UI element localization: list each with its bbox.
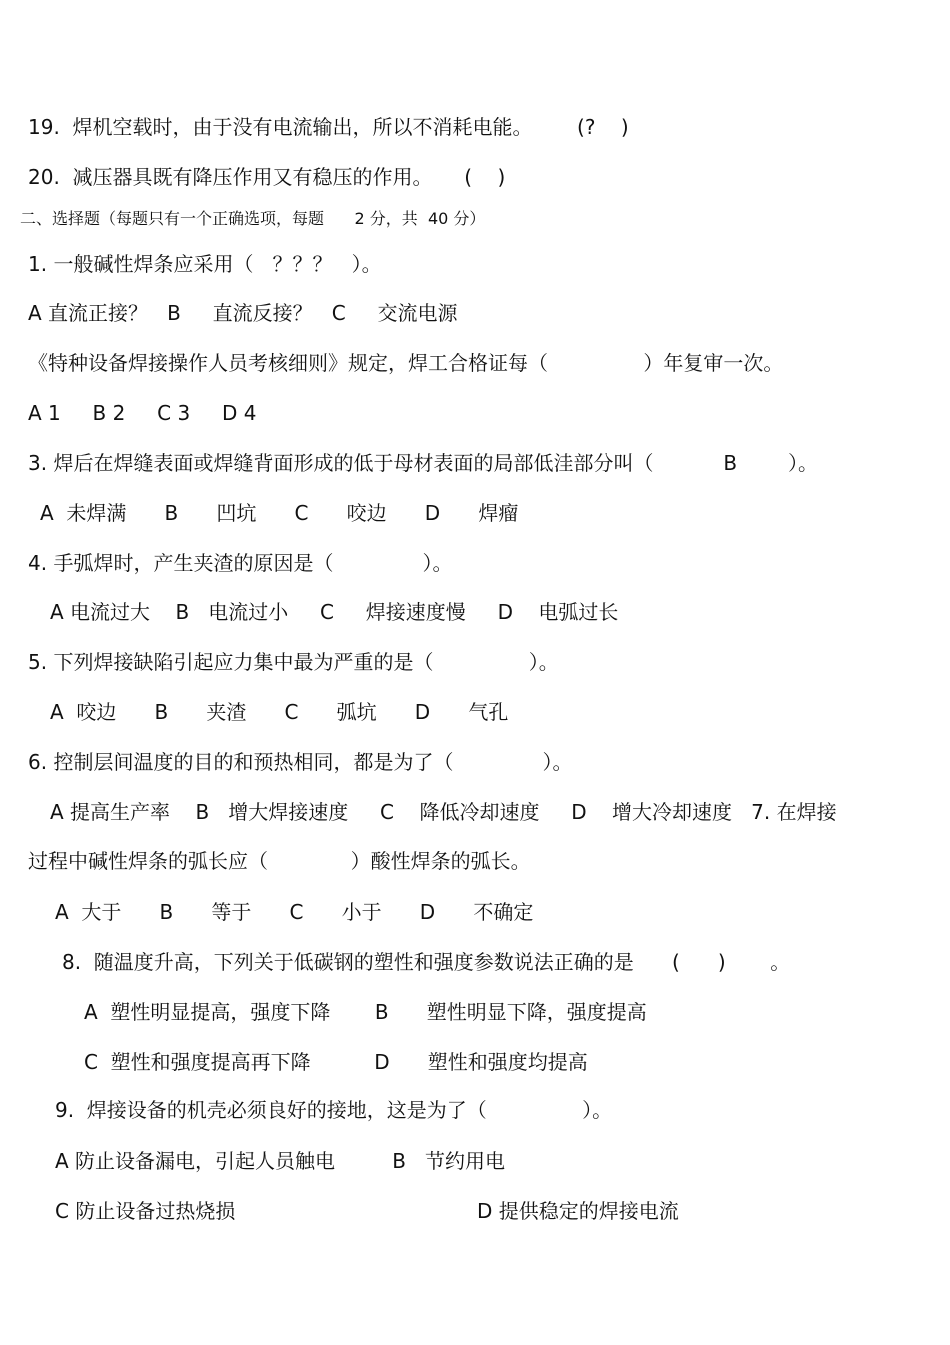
question-9-options-ab: A 防止设备漏电，引起人员触电 B 节约用电	[55, 1149, 506, 1173]
question-3-options: A 未焊满 B 凹坑 C 咬边 D 焊瘤	[40, 501, 519, 525]
question-2: 《特种设备焊接操作人员考核细则》规定，焊工合格证每（ ）年复审一次。	[28, 351, 784, 375]
question-19: 19. 焊机空载时，由于没有电流输出，所以不消耗电能。 (? )	[28, 115, 629, 139]
question-8-options-ab: A 塑性明显提高，强度下降 B 塑性明显下降，强度提高	[84, 1000, 647, 1024]
question-8: 8. 随温度升高，下列关于低碳钢的塑性和强度参数说法正确的是 ( ) 。	[62, 950, 791, 974]
question-7-continued: 过程中碱性焊条的弧长应（ ）酸性焊条的弧长。	[28, 849, 531, 873]
question-6-options: A 提高生产率 B 增大焊接速度 C 降低冷却速度 D 增大冷却速度 7. 在焊接	[50, 800, 837, 824]
question-3: 3. 焊后在焊缝表面或焊缝背面形成的低于母材表面的局部低洼部分叫（ B ）。	[28, 451, 818, 475]
question-2-options: A 1 B 2 C 3 D 4	[28, 401, 257, 425]
question-5-options: A 咬边 B 夹渣 C 弧坑 D 气孔	[50, 700, 509, 724]
question-9: 9. 焊接设备的机壳必须良好的接地，这是为了（ ）。	[55, 1098, 613, 1122]
question-6: 6. 控制层间温度的目的和预热相同，都是为了（ ）。	[28, 750, 573, 774]
question-9-option-d: D 提供稳定的焊接电流	[477, 1199, 679, 1223]
question-7-options: A 大于 B 等于 C 小于 D 不确定	[55, 900, 534, 924]
section-heading-choice: 二、选择题（每题只有一个正确选项，每题 2 分，共 40 分）	[20, 209, 486, 228]
question-8-options-cd: C 塑性和强度提高再下降 D 塑性和强度均提高	[84, 1050, 588, 1074]
question-4-options: A 电流过大 B 电流过小 C 焊接速度慢 D 电弧过长	[50, 600, 619, 624]
question-1: 1. 一般碱性焊条应采用（ ？？？ ）。	[28, 252, 382, 276]
question-20: 20. 减压器具既有降压作用又有稳压的作用。 ( )	[28, 165, 506, 189]
question-9-option-c: C 防止设备过热烧损	[55, 1199, 236, 1223]
question-1-options: A 直流正接？ B 直流反接？ C 交流电源	[28, 301, 458, 325]
question-5: 5. 下列焊接缺陷引起应力集中最为严重的是（ ）。	[28, 650, 559, 674]
question-4: 4. 手弧焊时，产生夹渣的原因是（ ）。	[28, 551, 453, 575]
